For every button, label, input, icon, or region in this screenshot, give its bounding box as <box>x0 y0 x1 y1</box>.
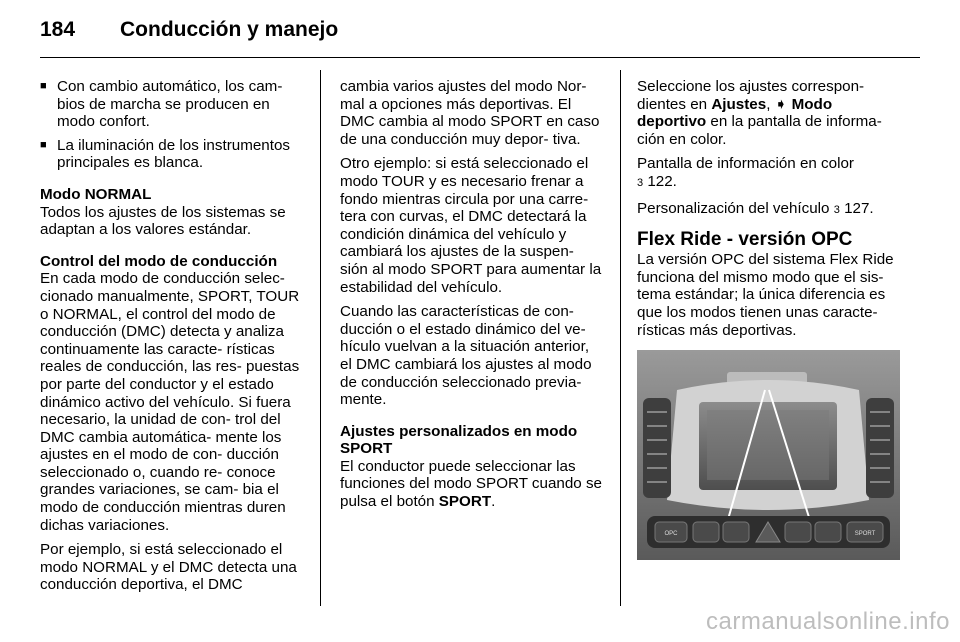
watermark: carmanualsonline.info <box>706 608 950 635</box>
column-3 <box>637 78 902 346</box>
bullet-square-icon: ■ <box>40 138 47 151</box>
header-rule <box>40 57 920 58</box>
page-number: 184 <box>40 18 76 41</box>
flex-ride-text: La versión OPC del sistema Flex Ride funciona del mismo modo que el sis- tema estándar; la única diferencia es que los modos tienen unas caracte- rísticas más deportivas. <box>637 251 894 339</box>
sport-settings-heading: Ajustes personalizados en modo SPORT <box>340 422 578 458</box>
return-text: Cuando las características de con- ducción o el estado dinámico del ve- hículo vuelvan a la situación anterior, el DMC cambiará los ajustes al modo de conducción seleccionado previa- mente. <box>340 303 592 409</box>
flex-ride-heading: Flex Ride - versión OPC <box>637 229 853 251</box>
sport-settings-text: El conductor puede seleccionar las funciones del modo SPORT cuando se pulsa el botón SPORT. <box>340 457 603 511</box>
opc-button-label: OPC <box>664 531 678 537</box>
reference-color-display: Pantalla de información en color 3 122. <box>637 155 854 190</box>
page-reference-icon: 3 <box>637 176 644 189</box>
normal-mode-text: Todos los ajustes de los sistemas se adaptan a los valores estándar. <box>40 203 286 239</box>
center-console-photo <box>637 350 900 560</box>
drive-control-text: En cada modo de conducción selec- cionado manualmente, SPORT, TOUR o NORMAL, el control del modo de conducción (DMC) detecta y analiza continuamente las caracte- rísticas reales de conducción, las res- puestas por parte del conductor y el estado dinámico activo del vehículo. Si fuera necesario, la unidad de con- trol del DMC cambia automática- mente los ajustes en el modo de con- ducción seleccionado o, cuando re- conoce grandes variaciones, se cam- bia el modo de conducción mientras duren dichas variaciones. <box>40 270 300 534</box>
other-example-text: Otro ejemplo: si está seleccionado el modo TOUR y es necesario frenar a fondo mientras circula por una carre- tera con curvas, el DMC detectará la condición dinámica del vehículo y cambiará los ajustes de la suspen- sión al modo SPORT para aumentar la estabilidad del vehículo. <box>340 155 602 296</box>
column-divider-1 <box>320 70 321 606</box>
sport-button-label: SPORT <box>438 493 492 511</box>
bullet-square-icon: ■ <box>40 80 47 92</box>
page-title: Conducción y manejo <box>120 18 339 41</box>
column-1 <box>40 78 302 601</box>
select-settings-text: Seleccione los ajustes correspon- dientes en Ajustes, ➧ Modo deportivo en la pantalla de informa- ción en color. <box>637 78 882 148</box>
sport-button-photo-label: SPORT <box>854 531 876 537</box>
page-header <box>40 18 920 50</box>
console-illustration <box>637 350 900 560</box>
normal-mode-heading: Modo NORMAL <box>40 185 152 203</box>
example-text: Por ejemplo, si está seleccionado el modo NORMAL y el DMC detecta una conducción deportiva, el DMC <box>40 541 297 594</box>
column-2 <box>340 78 602 518</box>
drive-control-heading: Control del modo de conducción <box>40 252 278 270</box>
column-divider-2 <box>620 70 621 606</box>
arrow-right-icon: ➧ <box>774 95 788 113</box>
page-reference-icon: 3 <box>833 203 840 216</box>
bullet-item: ■ Con cambio automático, los cam- bios de marcha se producen en modo confort. <box>40 78 283 131</box>
continued-text: cambia varios ajustes del modo Nor- mal a opciones más deportivas. El DMC cambia al modo SPORT en caso de una conducción muy depor- tiva. <box>340 78 600 148</box>
reference-vehicle-personalization: Personalización del vehículo 3 127. <box>637 199 874 217</box>
bullet-item: ■ La iluminación de los instrumentos principales es blanca. <box>40 136 290 172</box>
